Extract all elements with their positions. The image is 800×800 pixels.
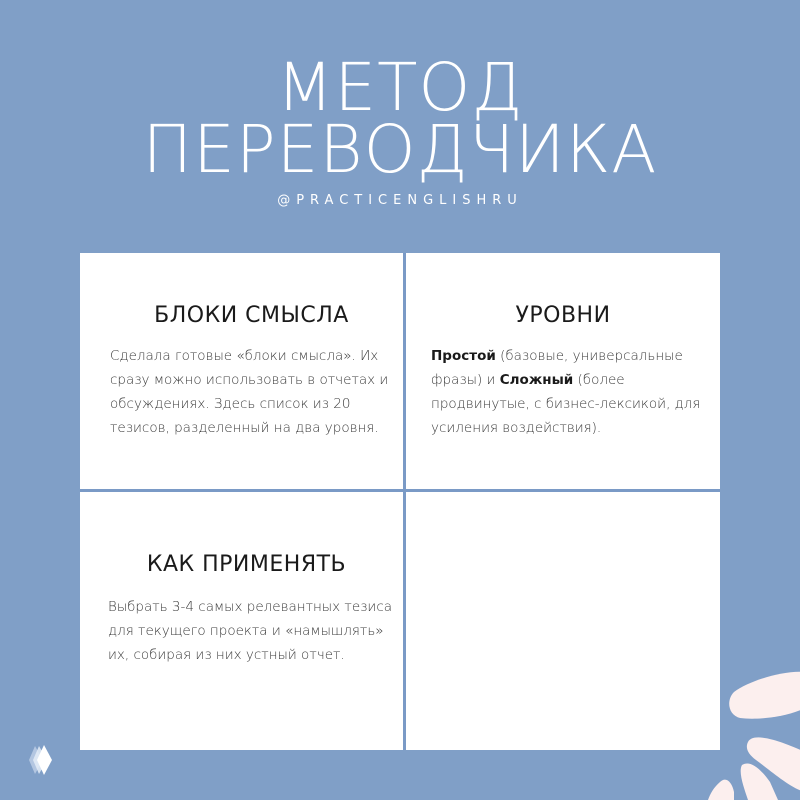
level-simple-label: Простой (431, 348, 496, 364)
petal-decoration-icon (690, 660, 800, 800)
layered-diamond-logo-icon (25, 740, 55, 780)
card-text (431, 344, 716, 440)
horizontal-divider (80, 489, 720, 492)
account-handle: @PRACTICENGLISHRU (277, 193, 523, 208)
title-line-2: ПЕРЕВОДЧИКА (142, 111, 658, 188)
card-title: УРОВНИ (515, 303, 611, 328)
level-complex-label: Сложный (499, 372, 574, 388)
card-title: КАК ПРИМЕНЯТЬ (146, 552, 347, 577)
level-complex-text: (более продвинутые, с бизнес-лексикой, для усиления воздействия). (431, 372, 701, 436)
card-title: БЛОКИ СМЫСЛА (154, 303, 349, 328)
card-how-to-apply (80, 492, 403, 750)
card-text: Выбрать 3-4 самых релевантных тезиса для текущего проекта и «намышлять» их, собирая из них устный отчет. (108, 599, 393, 663)
title-line-1: МЕТОД (276, 49, 524, 126)
card-meaning-blocks (80, 253, 403, 489)
info-grid (80, 253, 720, 750)
level-simple-text: (базовые, универсальные фразы) и (431, 348, 683, 388)
vertical-divider (403, 253, 406, 750)
card-text: Сделала готовые «блоки смысла». Их сразу можно использовать в отчетах и обсуждениях. Здесь список из 20 тезисов, разделенный на два уровня. (110, 348, 389, 436)
card-levels (406, 253, 720, 489)
card-empty (406, 492, 720, 750)
